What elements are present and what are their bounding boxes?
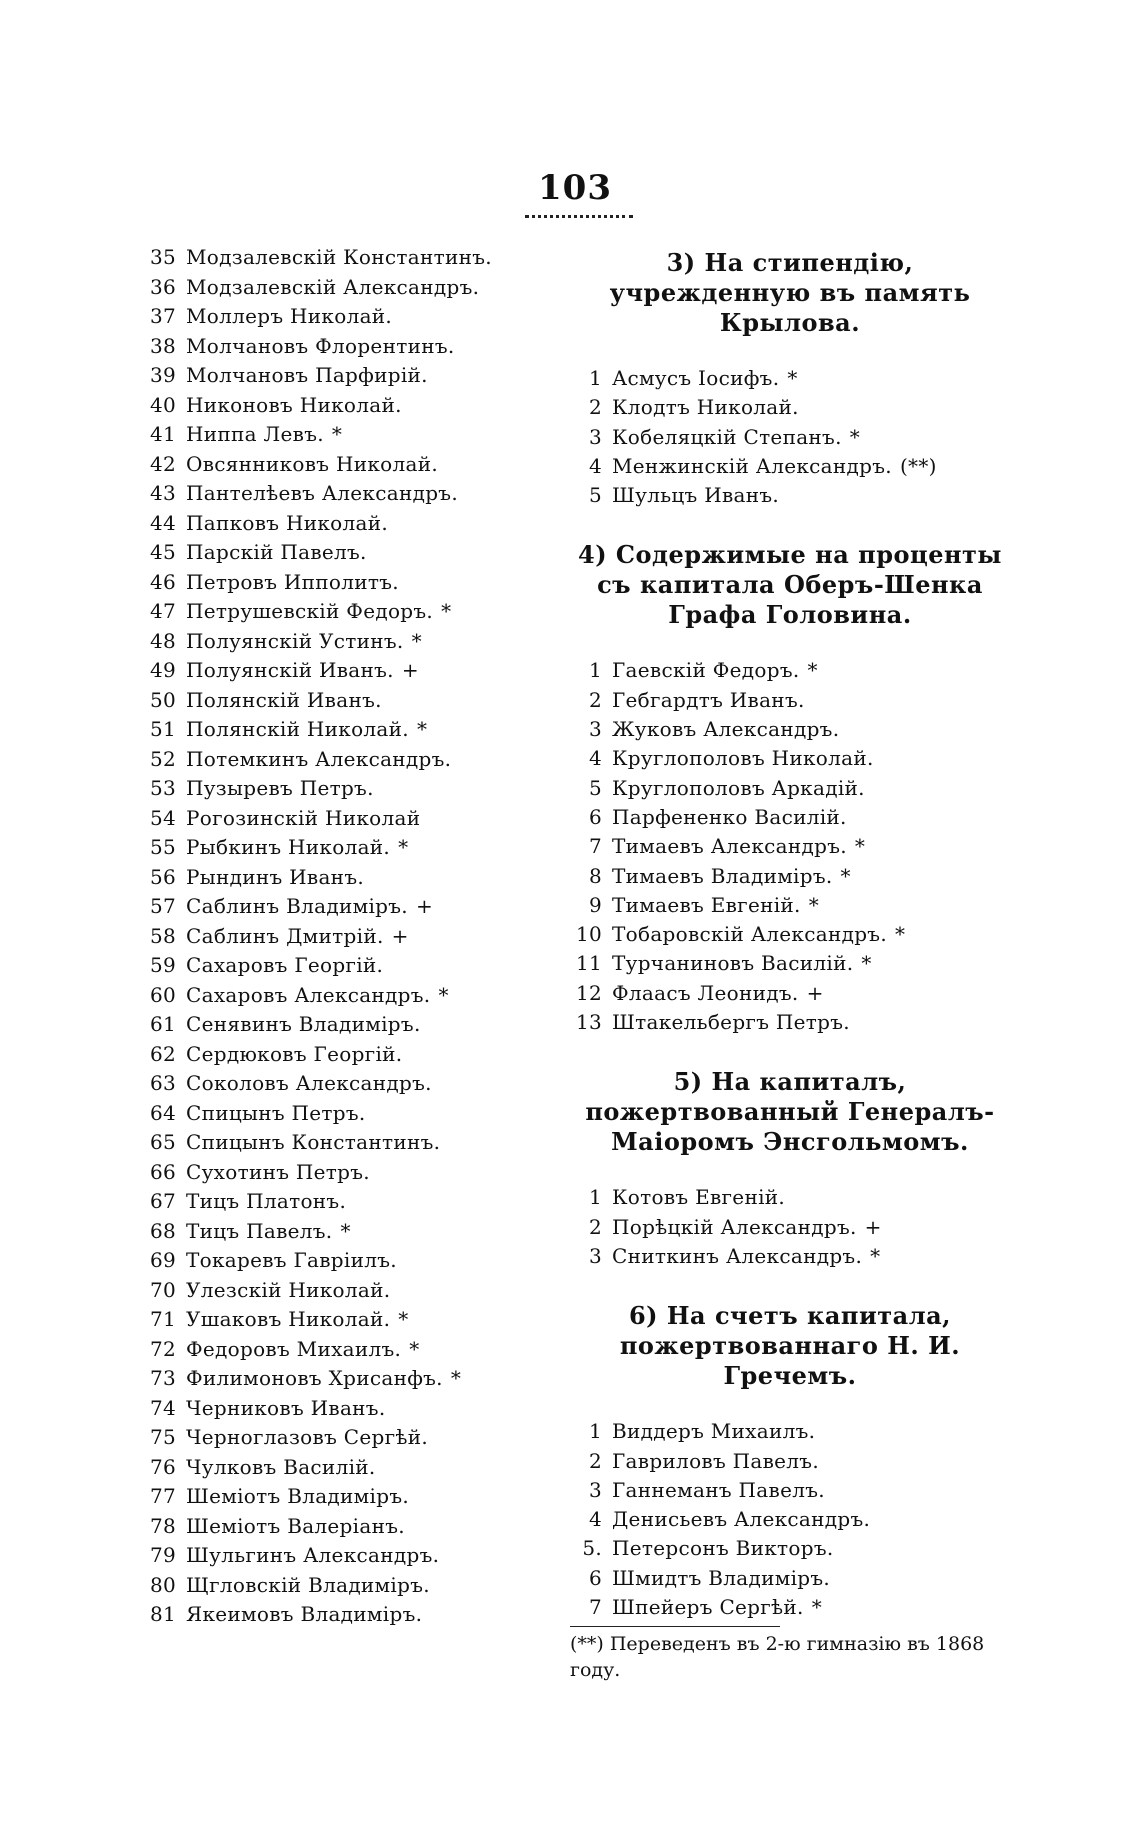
item-name: Флаасъ Леонидъ.	[612, 980, 799, 1005]
list-item	[150, 1305, 540, 1335]
list-item	[150, 715, 540, 745]
section-6	[570, 1301, 1010, 1622]
item-number: 52	[150, 746, 177, 771]
item-number: 4	[588, 746, 602, 771]
item-number: 6	[588, 1565, 602, 1590]
item-number: 60	[150, 982, 177, 1007]
item-name: Кобеляцкій Степанъ.	[612, 424, 842, 449]
item-name: Полянскій Иванъ.	[186, 687, 382, 712]
item-number: 64	[150, 1100, 177, 1125]
item-name: Сухотинъ Петръ.	[186, 1159, 370, 1184]
list-item	[150, 627, 540, 657]
item-number: 42	[150, 451, 177, 476]
item-name: Тицъ Платонъ.	[186, 1189, 347, 1213]
list-item	[570, 393, 1010, 422]
list-item	[150, 1246, 540, 1276]
item-number: 1	[588, 1419, 602, 1444]
item-name: Шеміотъ Валеріанъ.	[186, 1513, 405, 1538]
list-item	[570, 774, 1010, 803]
item-number: 55	[150, 835, 177, 859]
item-mark: (**)	[899, 453, 937, 478]
item-number: 41	[150, 422, 177, 446]
item-number: 1	[588, 366, 602, 390]
item-name: Никоновъ Николай.	[186, 392, 402, 417]
item-name: Токаревъ Гавріилъ.	[186, 1248, 397, 1272]
item-mark: *	[849, 424, 861, 449]
list-item	[150, 450, 540, 480]
item-name: Петерсонъ Викторъ.	[612, 1536, 834, 1561]
list-item	[150, 1158, 540, 1188]
list-item	[150, 656, 540, 686]
item-name: Гаевскій Федоръ.	[612, 658, 800, 683]
list-item	[150, 1512, 540, 1542]
list-item	[570, 1564, 1010, 1593]
list-item	[150, 420, 540, 450]
list-item	[570, 1447, 1010, 1476]
item-number: 13	[575, 1010, 602, 1035]
item-number: 63	[150, 1071, 177, 1095]
item-name: Шеміотъ Владиміръ.	[186, 1484, 410, 1508]
item-number: 67	[150, 1189, 177, 1213]
item-mark: *	[861, 951, 872, 976]
item-name: Молчановъ Парфирій.	[186, 363, 428, 387]
item-name: Петровъ Ипполитъ.	[186, 569, 399, 594]
item-number: 38	[150, 333, 177, 358]
item-number: 57	[150, 894, 177, 918]
item-name: Менжинскій Александръ.	[612, 453, 892, 478]
item-number: 54	[150, 805, 177, 830]
list-item	[150, 1394, 540, 1424]
item-name: Папковъ Николай.	[186, 510, 389, 535]
list-item	[570, 481, 1010, 510]
item-number: 74	[150, 1395, 177, 1420]
list-item	[150, 686, 540, 716]
item-number: 45	[150, 540, 177, 564]
section-3	[570, 248, 1010, 510]
item-number: 68	[150, 1218, 177, 1243]
item-name: Сердюковъ Георгій.	[186, 1041, 403, 1066]
item-name: Сенявинъ Владиміръ.	[186, 1012, 421, 1036]
item-name: Полянскій Николай.	[186, 717, 409, 741]
item-name: Шульцъ Иванъ.	[612, 483, 780, 508]
item-number: 76	[150, 1454, 177, 1479]
item-number: 51	[150, 717, 177, 741]
item-name: Рыбкинъ Николай.	[186, 835, 391, 859]
item-name: Тицъ Павелъ.	[186, 1218, 333, 1243]
item-mark: *	[398, 835, 409, 859]
list-item	[570, 423, 1010, 452]
section-4	[570, 540, 1010, 1037]
item-mark: *	[894, 922, 906, 947]
item-mark: *	[416, 717, 428, 741]
item-number: 39	[150, 363, 177, 387]
item-number: 5	[588, 483, 602, 508]
list-item	[150, 479, 540, 509]
item-name: Клодтъ Николай.	[612, 395, 799, 420]
item-mark: *	[854, 834, 866, 859]
item-mark: *	[438, 982, 449, 1007]
section-entries	[570, 656, 1010, 1037]
item-mark: *	[398, 1307, 409, 1331]
item-number: 37	[150, 304, 177, 328]
item-name: Шмидтъ Владиміръ.	[612, 1565, 831, 1590]
item-name: Потемкинъ Александръ.	[186, 746, 452, 771]
item-name: Пантелѣевъ Александръ.	[186, 481, 458, 505]
item-name: Щгловскій Владиміръ.	[186, 1572, 430, 1597]
item-name: Саблинъ Владиміръ.	[186, 894, 408, 918]
right-column	[570, 248, 1010, 1683]
item-name: Котовъ Евгеній.	[612, 1185, 786, 1210]
section-heading: 6) На счетъ капитала, пожертвованнаго Н. И. Гречемъ.	[619, 1301, 961, 1391]
item-number: 3	[588, 717, 602, 742]
list-item	[150, 1099, 540, 1129]
list-item	[150, 1128, 540, 1158]
item-number: 4	[588, 453, 602, 478]
item-number: 2	[588, 395, 602, 420]
item-number: 49	[150, 658, 177, 682]
list-item	[150, 1482, 540, 1512]
list-item	[150, 361, 540, 391]
item-mark: *	[340, 1218, 351, 1243]
item-number: 3	[588, 1477, 602, 1502]
item-mark: +	[415, 894, 433, 918]
item-name: Сниткинъ Александръ.	[612, 1243, 863, 1268]
list-item	[570, 1505, 1010, 1534]
list-item	[570, 832, 1010, 861]
item-name: Парскій Павелъ.	[186, 540, 367, 564]
item-name: Полуянскій Устинъ.	[186, 628, 404, 653]
item-mark: *	[870, 1243, 881, 1268]
item-number: 10	[575, 922, 602, 947]
list-item	[150, 538, 540, 568]
item-number: 3	[588, 424, 602, 449]
item-name: Саблинъ Дмитрій.	[186, 923, 384, 948]
section-5	[570, 1067, 1010, 1271]
item-mark: *	[807, 658, 818, 683]
list-item	[150, 1335, 540, 1365]
page-number: 103	[538, 168, 612, 208]
item-name: Шульгинъ Александръ.	[186, 1543, 440, 1567]
item-name: Молчановъ Флорентинъ.	[186, 333, 455, 358]
list-item	[150, 1040, 540, 1070]
list-item	[570, 364, 1010, 393]
item-name: Штакельбергъ Петръ.	[612, 1010, 850, 1035]
item-number: 53	[150, 776, 177, 800]
list-item	[570, 920, 1010, 949]
list-item	[570, 1476, 1010, 1505]
item-number: 50	[150, 687, 177, 712]
item-mark: *	[450, 1366, 462, 1390]
item-number: 5.	[582, 1536, 602, 1561]
item-name: Улезскій Николай.	[186, 1277, 391, 1302]
list-item	[570, 1008, 1010, 1037]
list-item	[150, 745, 540, 775]
item-name: Моллеръ Николай.	[186, 304, 393, 328]
item-number: 69	[150, 1248, 177, 1272]
item-number: 66	[150, 1159, 177, 1184]
list-item	[150, 981, 540, 1011]
item-name: Тимаевъ Евгеній.	[612, 892, 801, 917]
item-name: Турчаниновъ Василій.	[612, 951, 854, 976]
item-number: 72	[150, 1336, 177, 1361]
list-item	[150, 273, 540, 303]
list-item	[150, 509, 540, 539]
list-item	[150, 863, 540, 893]
list-item	[150, 1453, 540, 1483]
item-number: 71	[150, 1307, 177, 1331]
item-number: 44	[150, 510, 177, 535]
item-name: Якеимовъ Владиміръ.	[186, 1602, 423, 1626]
item-name: Жуковъ Александръ.	[612, 717, 840, 742]
list-item	[150, 951, 540, 981]
item-number: 2	[588, 1448, 602, 1473]
item-name: Петрушевскій Федоръ.	[186, 599, 434, 623]
list-item	[150, 597, 540, 627]
list-item	[570, 715, 1010, 744]
item-name: Сахаровъ Георгій.	[186, 953, 384, 977]
item-number: 12	[575, 980, 602, 1005]
item-number: 7	[588, 1595, 602, 1620]
list-item	[570, 1593, 1010, 1622]
list-item	[570, 686, 1010, 715]
item-number: 43	[150, 481, 177, 505]
list-item	[150, 1571, 540, 1601]
item-number: 56	[150, 864, 177, 889]
item-name: Модзалевскій Константинъ.	[186, 245, 492, 269]
list-item	[570, 891, 1010, 920]
item-name: Черноглазовъ Сергѣй.	[186, 1425, 429, 1449]
list-item	[570, 1213, 1010, 1242]
item-number: 78	[150, 1513, 177, 1538]
item-name: Овсянниковъ Николай.	[186, 451, 438, 476]
item-name: Круглополовъ Николай.	[612, 746, 874, 771]
item-name: Спицынъ Петръ.	[186, 1100, 366, 1125]
item-mark: *	[840, 863, 851, 888]
list-item	[150, 1541, 540, 1571]
item-name: Виддеръ Михаилъ.	[612, 1419, 816, 1444]
section-entries	[570, 1417, 1010, 1622]
item-number: 81	[150, 1602, 177, 1626]
left-column-list	[150, 243, 540, 1630]
item-name: Рындинъ Иванъ.	[186, 864, 364, 889]
item-mark: +	[806, 980, 824, 1005]
item-mark: *	[411, 628, 422, 653]
item-mark: +	[391, 923, 409, 948]
item-number: 4	[588, 1507, 602, 1532]
list-item	[150, 391, 540, 421]
list-item	[150, 1276, 540, 1306]
item-mark: +	[864, 1214, 882, 1239]
section-heading: 5) На капиталъ, пожертвованный Генералъ-Маіоромъ Энсгольмомъ.	[585, 1067, 995, 1157]
item-number: 2	[588, 687, 602, 712]
item-number: 70	[150, 1277, 177, 1302]
list-item	[570, 1417, 1010, 1446]
item-name: Полуянскій Иванъ.	[186, 658, 394, 682]
item-name: Тобаровскій Александръ.	[612, 922, 887, 947]
section-heading: 4) Содержимые на проценты съ капитала Оберъ-Шенка Графа Головина.	[578, 540, 1002, 630]
item-number: 61	[150, 1012, 177, 1036]
item-name: Парфененко Василій.	[612, 804, 847, 829]
list-item	[150, 243, 540, 273]
item-name: Круглополовъ Аркадій.	[612, 775, 865, 800]
item-mark: *	[787, 366, 798, 390]
list-item	[150, 568, 540, 598]
item-name: Гавриловъ Павелъ.	[612, 1448, 819, 1473]
item-number: 80	[150, 1572, 177, 1597]
list-item	[150, 1010, 540, 1040]
list-item	[570, 656, 1010, 685]
list-item	[150, 1187, 540, 1217]
item-number: 73	[150, 1366, 177, 1390]
item-number: 79	[150, 1543, 177, 1567]
section-heading: 3) На стипендію, учрежденную въ память Крылова.	[609, 248, 971, 337]
list-item	[570, 979, 1010, 1008]
item-number: 47	[150, 599, 177, 623]
item-number: 5	[588, 775, 602, 800]
list-item	[150, 833, 540, 863]
item-mark: *	[808, 892, 820, 917]
item-name: Федоровъ Михаилъ.	[186, 1336, 402, 1361]
item-name: Ниппа Левъ.	[186, 422, 324, 446]
list-item	[150, 1069, 540, 1099]
item-number: 65	[150, 1130, 177, 1154]
list-item	[150, 804, 540, 834]
item-number: 1	[588, 658, 602, 683]
item-name: Соколовъ Александръ.	[186, 1071, 432, 1095]
item-number: 2	[588, 1214, 602, 1239]
list-item	[570, 803, 1010, 832]
list-item	[570, 862, 1010, 891]
item-number: 8	[588, 863, 602, 888]
item-mark: *	[331, 422, 343, 446]
section-entries	[570, 364, 1010, 510]
item-number: 58	[150, 923, 177, 948]
item-number: 11	[575, 951, 602, 976]
list-item	[150, 1600, 540, 1630]
item-name: Тимаевъ Владиміръ.	[612, 863, 833, 888]
item-mark: *	[811, 1595, 823, 1620]
item-number: 59	[150, 953, 177, 977]
list-item	[570, 1534, 1010, 1563]
footnote-rule	[570, 1626, 780, 1627]
item-name: Шпейеръ Сергѣй.	[612, 1595, 804, 1620]
item-number: 9	[588, 892, 602, 917]
item-number: 7	[588, 834, 602, 859]
list-item	[150, 922, 540, 952]
list-item	[570, 1183, 1010, 1212]
list-item	[150, 1217, 540, 1247]
item-name: Черниковъ Иванъ.	[186, 1395, 386, 1420]
list-item	[150, 892, 540, 922]
list-item	[570, 1242, 1010, 1271]
item-name: Сахаровъ Александръ.	[186, 982, 431, 1007]
item-mark: +	[401, 658, 419, 682]
list-item	[150, 1364, 540, 1394]
item-number: 46	[150, 569, 177, 594]
item-number: 75	[150, 1425, 177, 1449]
list-item	[150, 302, 540, 332]
item-name: Филимоновъ Хрисанфъ.	[186, 1366, 443, 1390]
item-name: Спицынъ Константинъ.	[186, 1130, 441, 1154]
footnote: (**) Переведенъ въ 2-ю гимназію въ 1868 году.	[570, 1633, 985, 1682]
list-item	[570, 452, 1010, 481]
item-name: Рогозинскій Николай	[186, 805, 421, 830]
item-name: Гебгардтъ Иванъ.	[612, 687, 805, 712]
item-number: 1	[588, 1185, 602, 1210]
item-name: Чулковъ Василій.	[186, 1454, 376, 1479]
page-number-rule	[525, 215, 633, 218]
item-number: 40	[150, 392, 177, 417]
section-entries	[570, 1183, 1010, 1271]
item-name: Денисьевъ Александръ.	[612, 1507, 871, 1532]
list-item	[150, 1423, 540, 1453]
item-number: 3	[588, 1243, 602, 1268]
item-number: 35	[150, 245, 177, 269]
item-mark: *	[409, 1336, 420, 1361]
list-item	[570, 744, 1010, 773]
item-mark: *	[441, 599, 452, 623]
item-name: Тимаевъ Александръ.	[612, 834, 847, 859]
item-number: 48	[150, 628, 177, 653]
item-name: Ушаковъ Николай.	[186, 1307, 391, 1331]
item-name: Модзалевскій Александръ.	[186, 274, 480, 299]
item-number: 6	[588, 804, 602, 829]
list-item	[570, 949, 1010, 978]
item-name: Порѣцкій Александръ.	[612, 1214, 857, 1239]
item-name: Асмусъ Іосифъ.	[612, 366, 780, 390]
item-number: 62	[150, 1041, 177, 1066]
item-name: Пузыревъ Петръ.	[186, 776, 374, 800]
item-number: 36	[150, 274, 177, 299]
list-item	[150, 332, 540, 362]
list-item	[150, 774, 540, 804]
item-name: Ганнеманъ Павелъ.	[612, 1477, 825, 1502]
item-number: 77	[150, 1484, 177, 1508]
